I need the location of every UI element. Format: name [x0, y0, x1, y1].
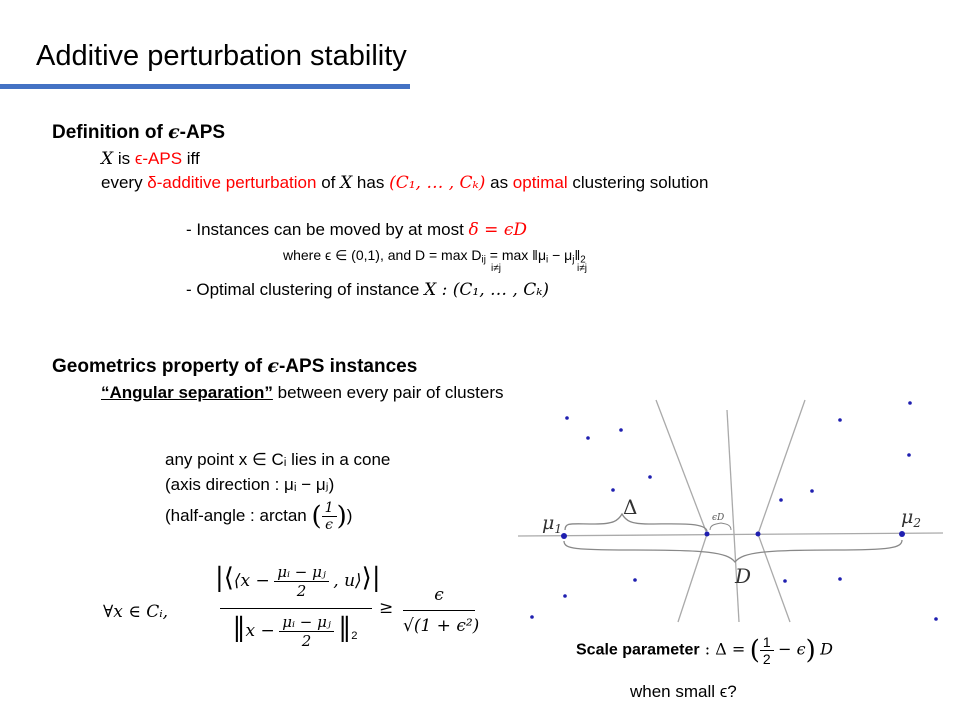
- cone-line-right-upper: [758, 400, 805, 534]
- title-underline: [0, 84, 410, 89]
- D-brace: [564, 540, 902, 562]
- clusters-highlight: (C₁, … , Cₖ): [389, 173, 486, 193]
- delta-eq-epsD: δ = ϵD: [468, 220, 527, 240]
- angular-separation-line: [101, 383, 503, 403]
- ineq-num-frac-num: μᵢ − μⱼ: [274, 563, 329, 582]
- forall-expression: ∀x ∈ Cᵢ,: [103, 602, 169, 622]
- max-subscript-2: i≠j: [577, 263, 587, 274]
- scale-parameter: Scale parameter : Δ = ( $\frac{1}{2}$ − ϵ) D: [576, 634, 833, 667]
- where-norm-sub: 2: [580, 254, 586, 266]
- ineq-den-frac-num: μᵢ − μⱼ: [279, 613, 334, 632]
- scale-parameter-label: Scale parameter: [576, 641, 700, 659]
- geometric-heading: [52, 355, 417, 378]
- mu2-point: [899, 531, 905, 537]
- definition-heading-eps: ϵ: [168, 121, 180, 143]
- angular-separation-diagram: [515, 390, 955, 640]
- ineq-num-frac: [274, 563, 329, 600]
- where-minus: − μ: [548, 247, 573, 263]
- geometric-heading-prefix: Geometrics property of: [52, 356, 268, 377]
- bullet-2-math: X : (C₁, … , Cₖ): [424, 280, 550, 300]
- cone-frac: [322, 500, 337, 533]
- cone-apex-right: [756, 532, 761, 537]
- scale-formula-mid: − ϵ: [778, 639, 806, 659]
- eps-aps-highlight: ϵ-APS: [134, 149, 183, 168]
- cone-line-left-upper: [656, 400, 707, 534]
- bullet-move-instances: [186, 220, 527, 240]
- ineq-den-frac: [279, 613, 334, 650]
- angular-separation-rest: between every pair of clusters: [272, 383, 504, 402]
- max-subscript-1: i≠j: [491, 263, 501, 274]
- rhs-denominator: √(1 + ϵ²): [403, 616, 480, 636]
- scale-frac-den: 2: [762, 651, 771, 667]
- text-every: every: [101, 173, 148, 192]
- scale-formula-prefix: : Δ =: [699, 639, 746, 659]
- delta-label: Δ: [623, 495, 638, 519]
- text-iff: iff: [182, 149, 200, 168]
- rhs-numerator: ϵ: [434, 585, 444, 605]
- epsD-label: ϵD: [712, 513, 725, 523]
- where-mid: = max ‖μ: [485, 247, 547, 263]
- bullet-2-text: - Optimal clustering of instance: [186, 280, 425, 299]
- where-sub-ij: ij: [481, 254, 486, 266]
- epsD-brace: [710, 523, 731, 530]
- where-sub-j: j: [572, 254, 575, 266]
- where-clause: [283, 247, 586, 265]
- scale-formula-end: D: [820, 639, 833, 659]
- small-eps-question: when small ϵ?: [630, 682, 737, 701]
- inequality-fraction-bar: [220, 608, 372, 609]
- cone-frac-num: 1: [322, 500, 337, 517]
- cone-line-3: (half-angle : arctan ( $\frac{1}{\epsilon}$ )): [165, 500, 353, 533]
- where-norm-close: ‖: [574, 247, 581, 263]
- half-angle-prefix: (half-angle : arctan: [165, 505, 307, 525]
- cone-line-right-lower: [758, 534, 790, 622]
- geometric-heading-suffix: -APS instances: [278, 356, 418, 377]
- perturbation-highlight: δ-additive perturbation: [147, 173, 317, 192]
- slide-title: Additive perturbation stability: [36, 40, 407, 72]
- half-angle-suffix: ): [346, 505, 353, 525]
- cone-frac-den: ϵ: [325, 517, 334, 533]
- axis-line: [518, 533, 943, 536]
- bullet-optimal-clustering: [186, 280, 549, 300]
- math-X: X: [101, 149, 114, 169]
- where-sub-i: i: [546, 254, 549, 266]
- definition-heading-prefix: Definition of: [52, 122, 169, 143]
- ineq-den-left: x −: [245, 621, 275, 641]
- text-has: has: [352, 173, 390, 192]
- ineq-num-frac-den: 2: [296, 582, 307, 601]
- text-of: of: [316, 173, 341, 192]
- angular-separation-label: “Angular separation”: [101, 383, 273, 402]
- text-clustering-solution: clustering solution: [567, 173, 709, 192]
- optimal-highlight: optimal: [512, 173, 568, 192]
- geometric-heading-eps: ϵ: [267, 355, 279, 377]
- definition-line-2: [101, 173, 708, 193]
- definition-heading: [52, 121, 225, 144]
- mu1-label: $\mu_1$: [542, 512, 562, 536]
- D-label: D: [735, 564, 752, 588]
- ineq-num-left: ⟨x −: [233, 571, 270, 591]
- ineq-den-sub: 2: [351, 629, 358, 642]
- bullet-1-text: - Instances can be moved by at most: [186, 220, 469, 239]
- definition-heading-suffix: -APS: [179, 122, 226, 143]
- rhs-fraction-bar: [403, 610, 475, 611]
- text-is: is: [113, 149, 135, 168]
- mu2-label: $\mu_2$: [901, 506, 921, 530]
- where-text: where ϵ ∈ (0,1), and D = max D: [283, 247, 482, 263]
- math-X-2: X: [340, 173, 353, 193]
- ineq-den-frac-den: 2: [301, 632, 312, 651]
- cone-apex-left: [705, 532, 710, 537]
- inequality-denominator: ‖x − $\frac{\text{μᵢ − μⱼ}}{2}$ $‖_2$: [232, 613, 358, 651]
- inequality-numerator: |⟨⟨x − $\frac{\text{μᵢ − μⱼ}}{2}$ , u⟩⟩|: [215, 563, 381, 601]
- definition-line-1: [101, 149, 200, 169]
- text-as: as: [485, 173, 513, 192]
- scatter-points: [530, 401, 938, 621]
- cone-center-line: [727, 410, 739, 622]
- ineq-num-right: , u⟩: [333, 571, 362, 591]
- cone-line-1: any point x ∈ Cᵢ lies in a cone: [165, 450, 391, 469]
- scale-frac-num: 1: [760, 634, 774, 651]
- scale-frac: [760, 634, 774, 667]
- cone-line-left-lower: [678, 534, 707, 622]
- geq-sign: ≥: [379, 598, 394, 618]
- cone-line-2: (axis direction : μᵢ − μⱼ): [165, 475, 335, 494]
